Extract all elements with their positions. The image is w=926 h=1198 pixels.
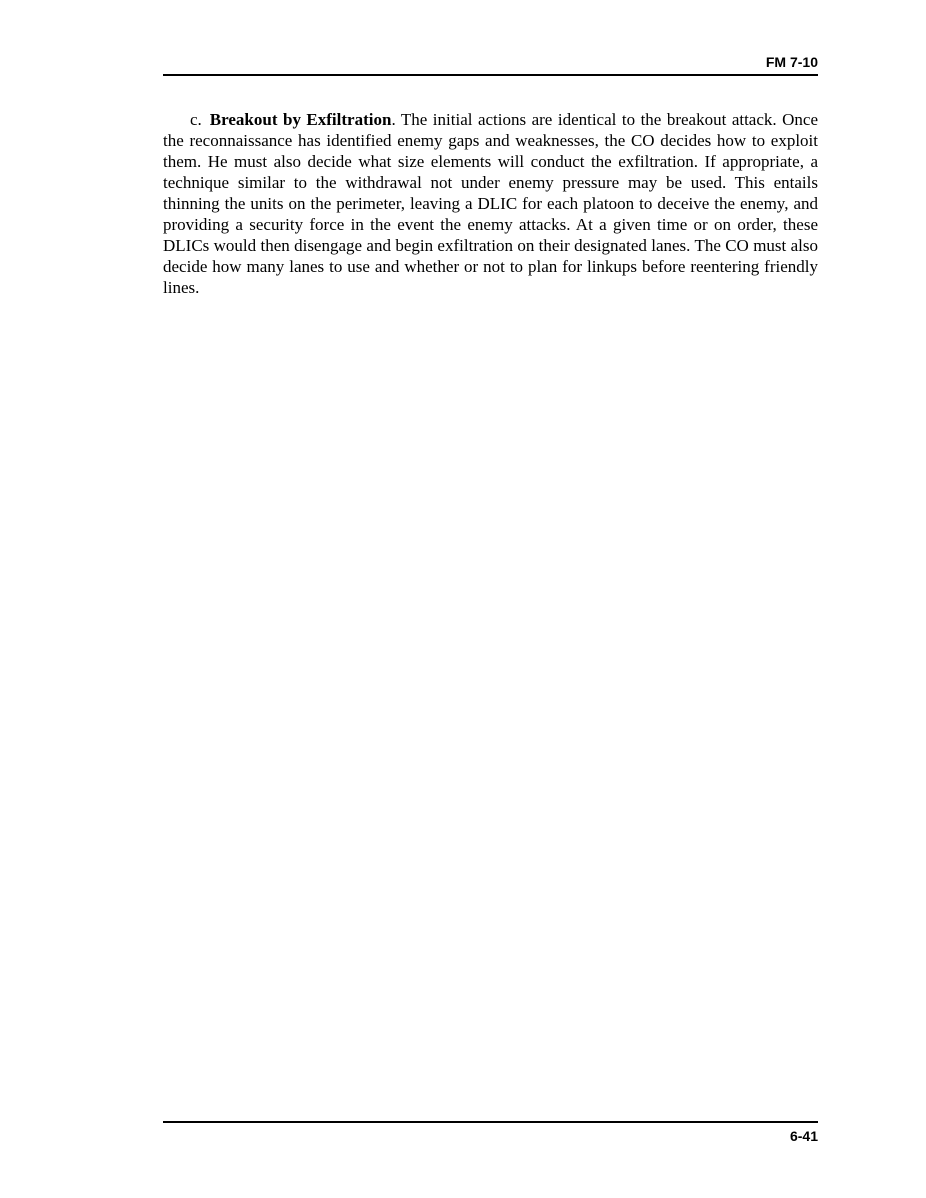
paragraph-heading-suffix: . — [391, 110, 396, 129]
footer-page-number: 6-41 — [789, 1128, 818, 1144]
header-manual-id: FM 7-10 — [765, 54, 818, 70]
paragraph-body: The initial actions are identical to the breakout attack. Once the reconnaissance has identified enemy gaps and weaknesses, the CO decides how to exploit them. He must also decide what size elements will conduct the exfiltration. If appropriate, a technique similar to the withdrawal not under enemy pressure may be used. This entails thinning the units on the perimeter, leaving a DLIC for each platoon to deceive the enemy, and providing a security force in the event the enemy attacks. At a given time or on order, these DLICs would then disengage and begin exfiltration on their designated lanes. The CO must also decide how many lanes to use and whether or not to plan for linkups before reentering friendly lines. — [163, 110, 819, 297]
paragraph-label: c. — [190, 110, 202, 129]
paragraph-heading: Breakout by Exfiltration — [209, 110, 392, 129]
footer-rule — [163, 1121, 818, 1123]
header-rule — [163, 74, 818, 76]
paragraph-c — [163, 109, 818, 298]
